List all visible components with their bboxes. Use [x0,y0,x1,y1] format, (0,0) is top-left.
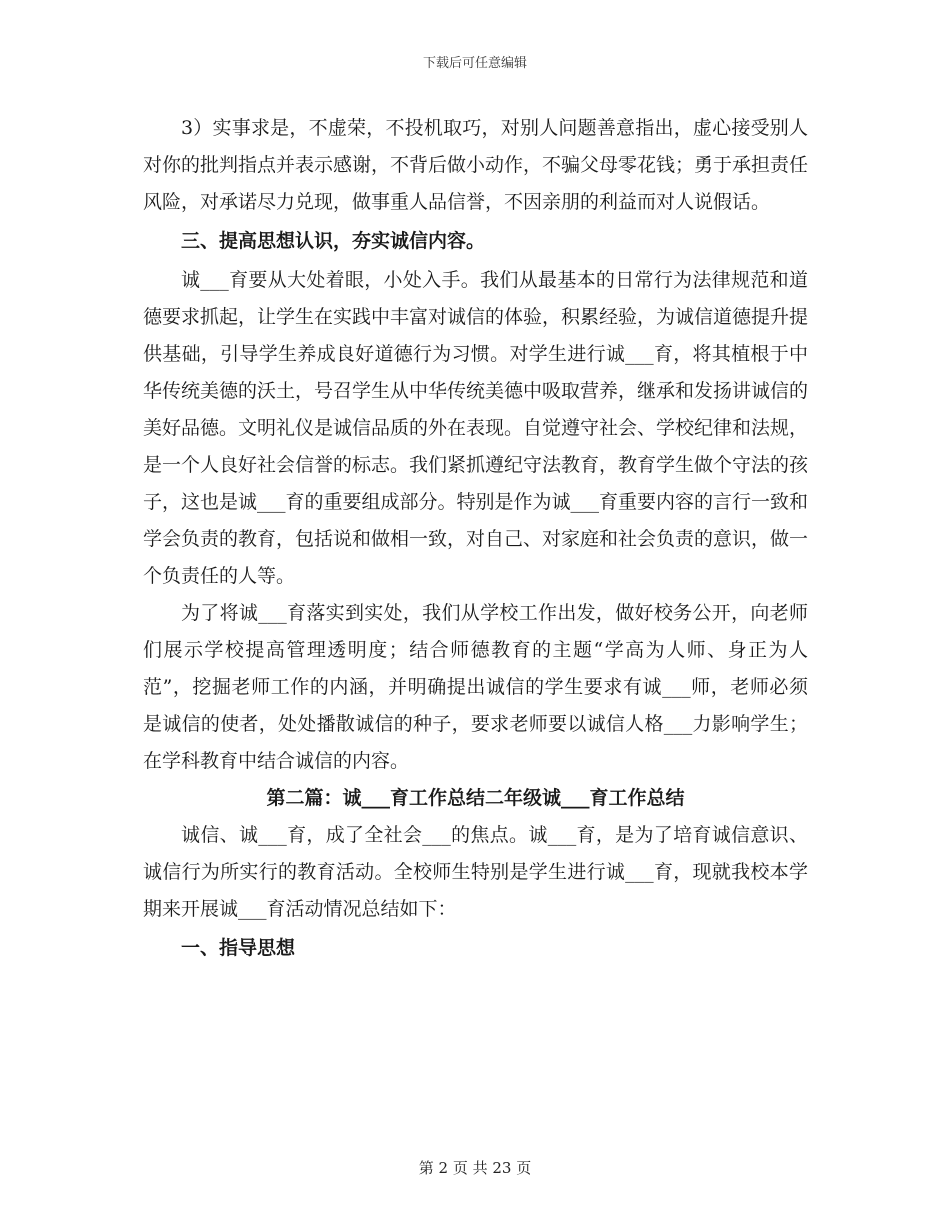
paragraph-education-content: 诚___育要从大处着眼，小处入手。我们从最基本的日常行为法律规范和道德要求抓起，让学生在实践中丰富对诚信的体验，积累经验，为诚信道德提升提供基础，引导学生养成良好道德行为习惯。对学生进行诚___育，将其植根于中华传统美德的沃土，号召学生从中华传统美德中吸取营养，继承和发扬讲诚信的美好品德。文明礼仪是诚信品质的外在表现。自觉遵守社会、学校纪律和法规，是一个人良好社会信誉的标志。我们紧抓遵纪守法教育，教育学生做个守法的孩子，这也是诚___育的重要组成部分。特别是作为诚___育重要内容的言行一致和学会负责的教育，包括说和做相一致，对自己、对家庭和社会负责的意识，做一个负责任的人等。 [143,269,809,587]
paragraph-honesty-point-3: 3）实事求是，不虚荣，不投机取巧，对别人问题善意指出，虚心接受别人对你的批判指点并表示感谢，不背后做小动作，不骗父母零花钱；勇于承担责任风险，对承诺尽力兑现，做事重人品信誉，不因亲朋的利益而对人说假话。 [143,117,809,213]
page-footer: 第 2 页 共 23 页 [418,1159,532,1177]
section-heading-3: 三、提高思想认识，夯实诚信内容。 [181,230,486,252]
paragraph-part-two-intro: 诚信、诚___育，成了全社会___的焦点。诚___育，是为了培育诚信意识、诚信行为所实行的教育活动。全校师生特别是学生进行诚___育，现就我校本学期来开展诚___育活动情况总结如下： [143,824,808,920]
page-header: 下载后可任意编辑 [422,56,527,71]
document-body [143,110,808,969]
paragraph-school-practice: 为了将诚___育落实到实处，我们从学校工作出发，做好校务公开，向老师们展示学校提高管理透明度；结合师德教育的主题“学高为人师、身正为人范”，挖掘老师工作的内涵，并明确提出诚信的学生要求有诚___师，老师必须是诚信的使者，处处播散诚信的种子，要求老师要以诚信人格___力影响学生；在学科教育中结合诚信的内容。 [143,602,808,772]
section-heading-guiding-ideas: 一、指导思想 [181,937,296,959]
part-two-title: 第二篇：诚___育工作总结二年级诚___育工作总结 [266,787,685,809]
